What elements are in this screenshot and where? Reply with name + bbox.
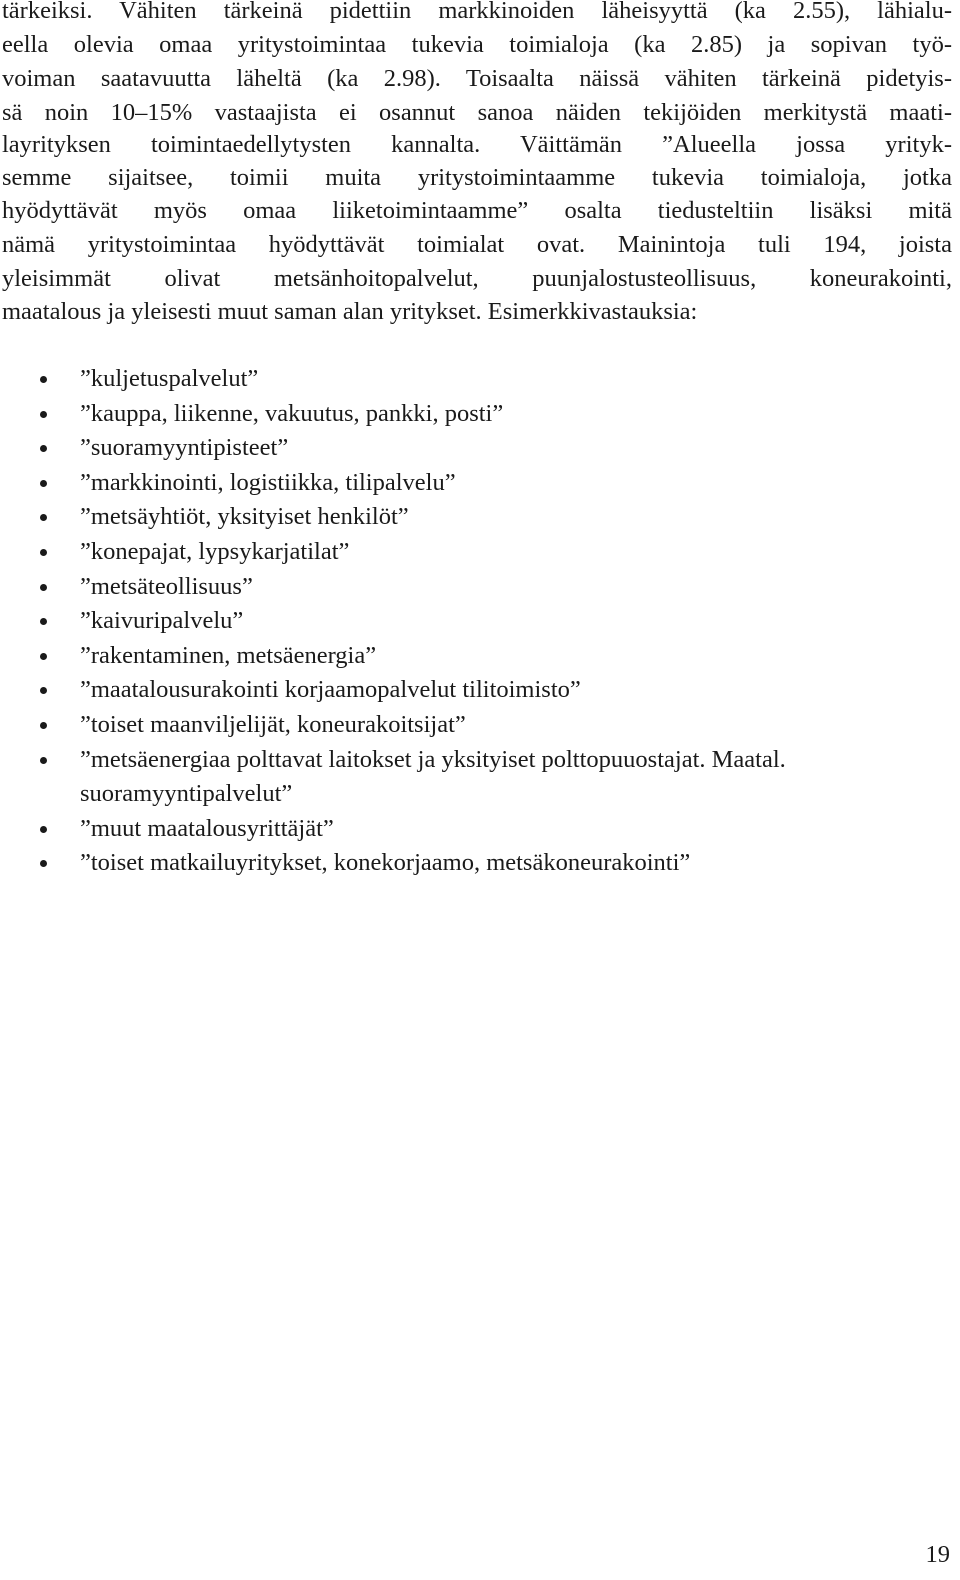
bullet-icon (40, 653, 47, 660)
bullet-icon (40, 757, 47, 764)
bullet-icon (40, 445, 47, 452)
list-item-text: ”kaivuripalvelu” (80, 607, 244, 635)
page-number: 19 (925, 1541, 950, 1568)
list-item (0, 812, 960, 847)
paragraph-line: eella olevia omaa yritystoimintaa tukevia toimialoja (ka 2.85) ja sopivan työ- (2, 31, 952, 58)
list-item (0, 431, 960, 466)
bullet-icon (40, 826, 47, 833)
paragraph-line: nämä yritystoimintaa hyödyttävät toimialat ovat. Mainintoja tuli 194, joista (2, 231, 952, 258)
list-item-text: ”kauppa, liikenne, vakuutus, pankki, posti” (80, 399, 504, 427)
example-list (0, 362, 960, 881)
list-item (0, 535, 960, 570)
list-item (0, 673, 960, 708)
list-item (0, 362, 960, 397)
paragraph-line: sä noin 10–15% vastaajista ei osannut sanoa näiden tekijöiden merkitystä maati- (2, 99, 952, 126)
bullet-icon (40, 411, 47, 418)
list-item-text: ”suoramyyntipisteet” (80, 434, 289, 462)
bullet-icon (40, 722, 47, 729)
bullet-icon (40, 480, 47, 487)
list-item-text: ”markkinointi, logistiikka, tilipalvelu” (80, 468, 456, 496)
bullet-icon (40, 549, 47, 556)
bullet-icon (40, 514, 47, 521)
list-item-text: ”kuljetuspalvelut” (80, 365, 259, 392)
list-item (0, 743, 960, 812)
list-item (0, 846, 960, 881)
list-item-text-continuation: suoramyyntipalvelut” (80, 780, 293, 808)
list-item (0, 500, 960, 535)
paragraph-line: tärkeiksi. Vähiten tärkeinä pidettiin markkinoiden läheisyyttä (ka 2.55), lähialu- (2, 0, 952, 24)
paragraph-line: semme sijaitsee, toimii muita yritystoimintaamme tukevia toimialoja, jotka (2, 164, 952, 191)
paragraph-line: voiman saatavuutta läheltä (ka 2.98). Toisaalta näissä vähiten tärkeinä pidetyis- (2, 65, 952, 92)
bullet-icon (40, 687, 47, 694)
list-item (0, 397, 960, 432)
list-item-text: ”metsäyhtiöt, yksityiset henkilöt” (80, 503, 409, 531)
list-item-text: ”rakentaminen, metsäenergia” (80, 641, 377, 669)
list-item-text: ”metsäenergiaa polttavat laitokset ja yksityiset polttopuuostajat. Maatal. (80, 745, 786, 773)
bullet-icon (40, 376, 47, 383)
paragraph-line: hyödyttävät myös omaa liiketoimintaamme” osalta tiedusteltiin lisäksi mitä (2, 197, 952, 224)
paragraph-line: yleisimmät olivat metsänhoitopalvelut, puunjalostusteollisuus, koneurakointi, (2, 265, 952, 292)
list-item (0, 604, 960, 639)
list-item-text: ”toiset matkailuyritykset, konekorjaamo, metsäkoneurakointi” (80, 849, 691, 877)
bullet-icon (40, 860, 47, 867)
paragraph-line: layrityksen toimintaedellytysten kannalta. Väittämän ”Alueella jossa yrityk- (2, 131, 952, 158)
list-item (0, 570, 960, 605)
list-item-text: ”metsäteollisuus” (80, 572, 253, 600)
list-item (0, 466, 960, 501)
list-item (0, 639, 960, 674)
bullet-icon (40, 618, 47, 625)
list-item-text: ”konepajat, lypsykarjatilat” (80, 537, 350, 565)
paragraph-line: maatalous ja yleisesti muut saman alan yritykset. Esimerkkivastauksia: (2, 298, 698, 325)
list-item (0, 708, 960, 743)
bullet-icon (40, 584, 47, 591)
list-item-text: ”muut maatalousyrittäjät” (80, 814, 334, 842)
list-item-text: ”toiset maanviljelijät, koneurakoitsijat” (80, 710, 466, 738)
list-item-text: ”maatalousurakointi korjaamopalvelut tilitoimisto” (80, 676, 581, 704)
